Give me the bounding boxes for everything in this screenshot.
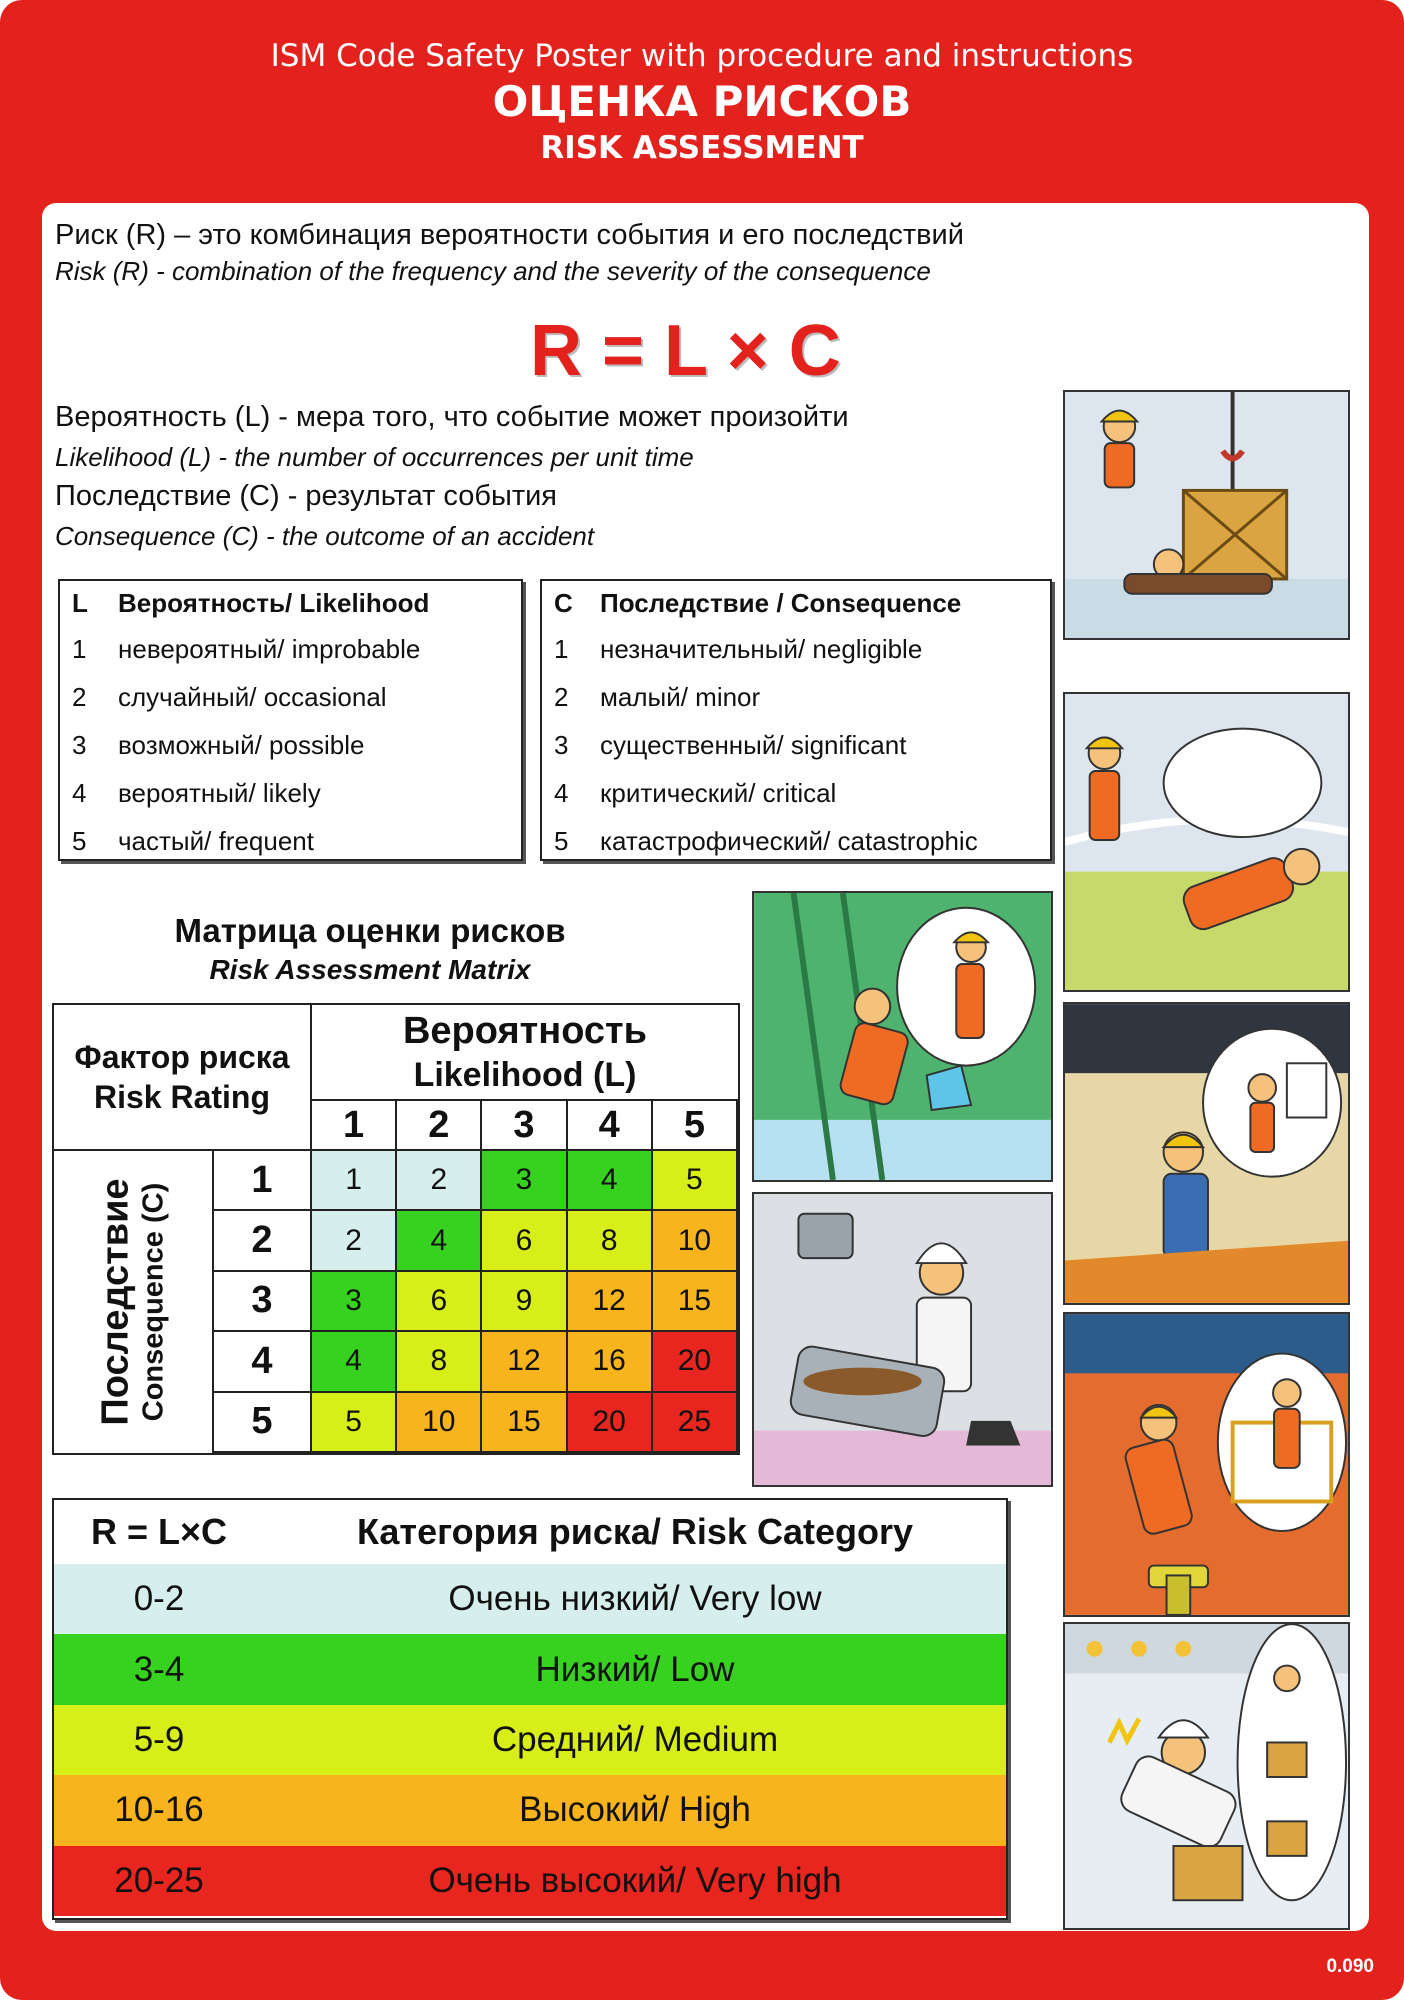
matrix-risk-cell: 4 [568,1151,653,1211]
matrix-consequence-number: 1 [214,1151,312,1211]
consequence-legend-row [542,769,1050,817]
risk-category-range: 0-2 [133,1579,185,1619]
matrix-likelihood-ru: Вероятность [402,1010,648,1052]
likelihood-legend-header [60,581,521,625]
matrix-risk-cell: 3 [482,1151,567,1211]
matrix-likelihood-header [312,1005,738,1101]
matrix-likelihood-en: Likelihood (L) [413,1056,637,1094]
matrix-likelihood-number: 3 [482,1101,567,1151]
poster-code: 0.090 [1326,1956,1374,1977]
likelihood-legend-number: 5 [72,825,87,856]
matrix-risk-cell: 10 [397,1393,482,1453]
matrix-consequence-number: 5 [214,1393,312,1453]
likelihood-legend-row [60,721,521,769]
consequence-legend-row [542,673,1050,721]
likelihood-legend-row [60,673,521,721]
risk-category-label: Низкий/ Low [535,1649,735,1689]
likelihood-legend-col-l: L [72,587,88,618]
risk-definition-ru: Риск (R) – это комбинация вероятности события и его последствий [55,219,964,251]
consequence-legend-label: малый/ minor [600,681,761,712]
term-definitions [55,398,1055,556]
matrix-consequence-number: 4 [214,1332,312,1392]
risk-category-row [54,1705,1006,1775]
risk-category-row [54,1634,1006,1704]
matrix-risk-cell: 12 [568,1272,653,1332]
consequence-legend-table [540,579,1052,861]
matrix-risk-cell: 4 [397,1211,482,1271]
risk-category-range: 3-4 [133,1649,185,1689]
risk-category-row [54,1564,1006,1634]
matrix-risk-rating-ru: Фактор риска [74,1039,290,1075]
matrix-risk-cell: 8 [568,1211,653,1271]
risk-category-label: Очень высокий/ Very high [428,1860,842,1900]
illustration-galley-hot-pot [752,1192,1053,1487]
risk-formula: R = L × C [530,311,841,391]
consequence-legend-label: критический/ critical [600,777,837,808]
likelihood-legend-number: 4 [72,777,87,808]
consequence-legend-number: 4 [554,777,569,808]
consequence-legend-col-label: Последствие / Consequence [600,587,962,618]
poster-title-en: RISK ASSESSMENT [540,130,864,166]
matrix-likelihood-number: 2 [397,1101,482,1151]
illustration-permit-to-work [1063,1002,1350,1305]
risk-category-col-label: Категория риска/ Risk Category [357,1511,913,1552]
likelihood-legend-label: частый/ frequent [118,825,314,856]
illustration-trip-hazard [1063,1312,1350,1617]
likelihood-legend-col-label: Вероятность/ Likelihood [118,587,430,618]
consequence-legend-col-c: C [554,587,573,618]
matrix-risk-cell: 9 [482,1272,567,1332]
likelihood-legend-label: невероятный/ improbable [118,633,421,664]
consequence-legend-row [542,817,1050,865]
risk-matrix [52,1003,740,1455]
likelihood-legend-label: вероятный/ likely [118,777,321,808]
matrix-risk-cell: 16 [568,1332,653,1392]
risk-definition [55,216,1055,288]
matrix-likelihood-number: 1 [312,1101,397,1151]
likelihood-legend-row [60,817,521,865]
matrix-risk-cell: 25 [653,1393,738,1453]
consequence-legend-number: 3 [554,729,569,760]
matrix-risk-rating-header [54,1005,312,1151]
matrix-risk-cell: 5 [653,1151,738,1211]
matrix-risk-cell: 15 [653,1272,738,1332]
matrix-risk-cell: 20 [653,1332,738,1392]
matrix-risk-cell: 20 [568,1393,653,1453]
matrix-risk-cell: 1 [312,1151,397,1211]
consequence-legend-label: существенный/ significant [600,729,907,760]
consequence-legend-label: незначительный/ negligible [600,633,923,664]
matrix-consequence-ru: Последствие [95,1178,137,1426]
matrix-risk-cell: 3 [312,1272,397,1332]
likelihood-definition-en: Likelihood (L) - the number of occurrences per unit time [55,442,694,472]
matrix-risk-cell: 2 [397,1151,482,1211]
risk-category-label: Высокий/ High [519,1790,751,1830]
consequence-legend-label: катастрофический/ catastrophic [600,825,978,856]
matrix-risk-rating-en: Risk Rating [93,1079,271,1115]
matrix-title-ru: Матрица оценки рисков [174,912,566,949]
matrix-risk-cell: 8 [397,1332,482,1392]
matrix-risk-cell: 6 [482,1211,567,1271]
risk-category-label: Средний/ Medium [491,1719,779,1759]
matrix-risk-cell: 12 [482,1332,567,1392]
consequence-definition-ru: Последствие (C) - результат события [55,480,558,512]
poster-supertitle: ISM Code Safety Poster with procedure and instructions [270,38,1134,74]
matrix-consequence-en: Consequence (C) [138,1182,170,1422]
matrix-risk-cell: 4 [312,1332,397,1392]
illustration-ladder-fall [752,891,1053,1182]
consequence-definition-en: Consequence (C) - the outcome of an accident [55,521,595,551]
matrix-consequence-number: 3 [214,1272,312,1332]
consequence-legend-number: 2 [554,681,569,712]
risk-category-row [54,1846,1006,1916]
likelihood-legend-number: 3 [72,729,87,760]
matrix-risk-cell: 2 [312,1211,397,1271]
risk-category-col-range: R = L×C [90,1511,228,1552]
poster-header [0,36,1404,168]
matrix-risk-cell: 15 [482,1393,567,1453]
risk-category-table [52,1498,1008,1920]
likelihood-legend-label: случайный/ occasional [118,681,387,712]
consequence-legend-header [542,581,1050,625]
poster-title-ru: ОЦЕНКА РИСКОВ [492,77,912,126]
matrix-consequence-number: 2 [214,1211,312,1271]
matrix-risk-cell: 10 [653,1211,738,1271]
likelihood-legend-table [58,579,523,861]
likelihood-definition-ru: Вероятность (L) - мера того, что событие может произойти [55,401,849,433]
risk-category-range: 20-25 [114,1860,204,1900]
matrix-title [55,910,685,988]
consequence-legend-row [542,625,1050,673]
illustration-crane-load [1063,390,1350,640]
consequence-legend-number: 1 [554,633,569,664]
likelihood-legend-label: возможный/ possible [118,729,365,760]
matrix-risk-cell: 5 [312,1393,397,1453]
matrix-likelihood-number: 5 [653,1101,738,1151]
risk-category-header [54,1500,1006,1564]
matrix-title-en: Risk Assessment Matrix [209,954,531,985]
consequence-legend-row [542,721,1050,769]
matrix-risk-cell: 6 [397,1272,482,1332]
consequence-legend-number: 5 [554,825,569,856]
risk-category-row [54,1775,1006,1845]
likelihood-legend-row [60,625,521,673]
likelihood-legend-number: 2 [72,681,87,712]
matrix-likelihood-number: 4 [568,1101,653,1151]
illustration-manual-lifting [1063,1622,1350,1930]
matrix-consequence-header [54,1151,214,1453]
likelihood-legend-row [60,769,521,817]
risk-category-label: Очень низкий/ Very low [448,1579,822,1619]
likelihood-legend-number: 1 [72,633,87,664]
risk-definition-en: Risk (R) - combination of the frequency and the severity of the consequence [55,256,931,286]
illustration-slip-on-deck [1063,692,1350,992]
risk-category-range: 10-16 [114,1790,204,1830]
risk-category-range: 5-9 [133,1719,185,1759]
